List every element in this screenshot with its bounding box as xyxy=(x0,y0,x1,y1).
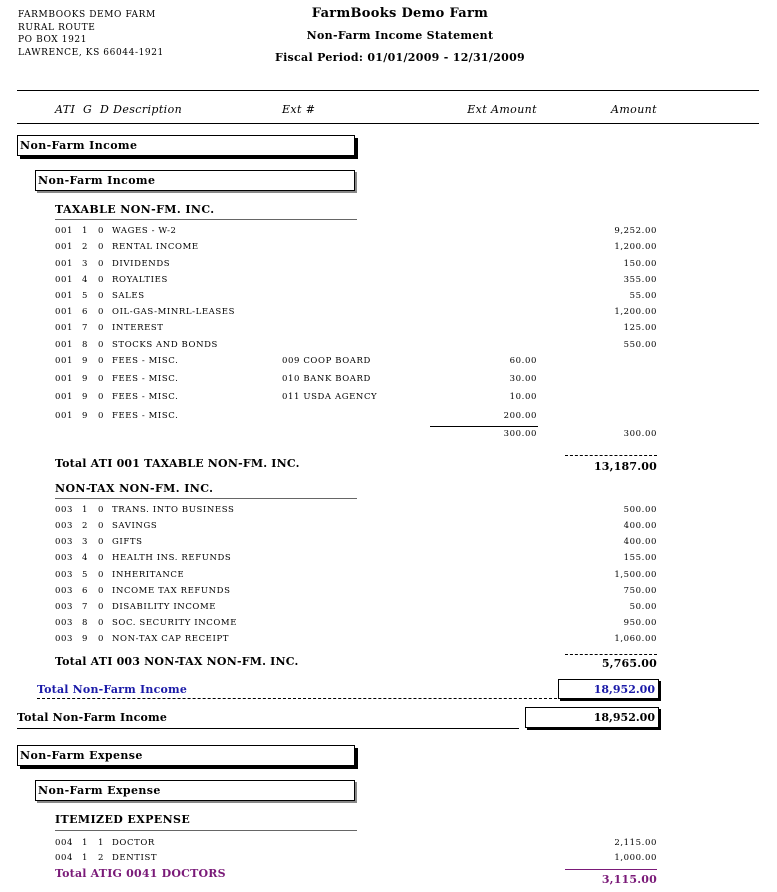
line-description: DISABILITY INCOME xyxy=(112,602,217,612)
farm-address xyxy=(18,9,164,59)
col-header-amount: Amount xyxy=(611,103,657,116)
g-code: 7 xyxy=(82,602,89,612)
g-code: 5 xyxy=(82,570,89,580)
d-code: 0 xyxy=(98,411,105,421)
fiscal-period: Fiscal Period: 01/01/2009 - 12/31/2009 xyxy=(274,51,526,64)
d-code: 0 xyxy=(98,602,105,612)
ati-code: 003 xyxy=(55,521,74,531)
g-code: 7 xyxy=(82,323,89,333)
line-item-row xyxy=(0,307,777,323)
grand-total-non-farm-income-label: Total Non-Farm Income xyxy=(17,711,168,724)
ati-code: 003 xyxy=(55,570,74,580)
grand-total-rule xyxy=(17,728,519,729)
d-code: 0 xyxy=(98,374,105,384)
d-code: 0 xyxy=(98,242,105,252)
ati-code: 003 xyxy=(55,553,74,563)
line-amount: 2,115.00 xyxy=(614,838,657,848)
line-description: NON-TAX CAP RECEIPT xyxy=(112,634,230,644)
line-description: OIL-GAS-MINRL-LEASES xyxy=(112,307,236,317)
g-code: 8 xyxy=(82,618,89,628)
d-code: 0 xyxy=(98,340,105,350)
g-code: 9 xyxy=(82,634,89,644)
group-underline xyxy=(55,219,357,220)
line-amount: 1,200.00 xyxy=(614,242,657,252)
g-code: 9 xyxy=(82,392,89,402)
line-amount: 550.00 xyxy=(623,340,657,350)
ati-code: 001 xyxy=(55,392,74,402)
ati-code: 001 xyxy=(55,275,74,285)
line-description: HEALTH INS. REFUNDS xyxy=(112,553,232,563)
line-amount: 1,500.00 xyxy=(614,570,657,580)
d-code: 2 xyxy=(98,853,105,863)
g-code: 6 xyxy=(82,586,89,596)
d-code: 1 xyxy=(98,838,105,848)
g-code: 9 xyxy=(82,356,89,366)
line-item-row xyxy=(0,323,777,339)
g-code: 5 xyxy=(82,291,89,301)
header-rule-top xyxy=(17,90,759,91)
line-description: ROYALTIES xyxy=(112,275,168,285)
g-code: 1 xyxy=(82,853,89,863)
ati-code: 001 xyxy=(55,291,74,301)
ati-code: 003 xyxy=(55,618,74,628)
report-subtitle: Non-Farm Income Statement xyxy=(306,29,494,42)
fees-ext-total: 300.00 xyxy=(503,429,537,439)
line-amount: 750.00 xyxy=(623,586,657,596)
g-code: 1 xyxy=(82,505,89,515)
line-description: WAGES - W-2 xyxy=(112,226,177,236)
col-header-ext-number: Ext # xyxy=(282,103,316,116)
col-header-description: ATI G D Description xyxy=(55,103,183,116)
address-line: RURAL ROUTE xyxy=(18,22,96,33)
ati-code: 003 xyxy=(55,586,74,596)
line-description: TRANS. INTO BUSINESS xyxy=(112,505,235,515)
line-amount: 400.00 xyxy=(623,537,657,547)
line-amount: 125.00 xyxy=(623,323,657,333)
line-item-row xyxy=(0,602,777,618)
ati-code: 003 xyxy=(55,602,74,612)
line-item-row xyxy=(0,586,777,602)
ati-code: 001 xyxy=(55,356,74,366)
d-code: 0 xyxy=(98,323,105,333)
line-item-row xyxy=(0,356,777,372)
group-itemized-label: ITEMIZED EXPENSE xyxy=(55,813,191,826)
d-code: 0 xyxy=(98,537,105,547)
d-code: 0 xyxy=(98,275,105,285)
g-code: 3 xyxy=(82,259,89,269)
g-code: 6 xyxy=(82,307,89,317)
g-code: 1 xyxy=(82,838,89,848)
line-item-row xyxy=(0,411,777,427)
d-code: 0 xyxy=(98,634,105,644)
ext-amount: 10.00 xyxy=(509,392,537,402)
d-code: 0 xyxy=(98,570,105,580)
ati-code: 001 xyxy=(55,242,74,252)
ati-code: 001 xyxy=(55,374,74,384)
line-amount: 400.00 xyxy=(623,521,657,531)
total-nontax-amount: 5,765.00 xyxy=(601,657,657,670)
g-code: 9 xyxy=(82,411,89,421)
line-item-row xyxy=(0,618,777,634)
line-description: SALES xyxy=(112,291,145,301)
line-amount: 50.00 xyxy=(629,602,657,612)
line-description: FEES - MISC. xyxy=(112,392,179,402)
line-description: RENTAL INCOME xyxy=(112,242,199,252)
total-doctors-amount: 3,115.00 xyxy=(601,873,657,886)
line-amount: 355.00 xyxy=(623,275,657,285)
line-description: DIVIDENDS xyxy=(112,259,171,269)
line-item-row xyxy=(0,838,777,854)
d-code: 0 xyxy=(98,307,105,317)
total-taxable-amount: 13,187.00 xyxy=(593,460,657,473)
d-code: 0 xyxy=(98,553,105,563)
d-code: 0 xyxy=(98,618,105,628)
total-nontax-label: Total ATI 003 NON-TAX NON-FM. INC. xyxy=(55,655,299,668)
line-amount: 150.00 xyxy=(623,259,657,269)
ext-amount: 30.00 xyxy=(509,374,537,384)
header-rule-bottom xyxy=(17,123,759,124)
address-line: LAWRENCE, KS 66044-1921 xyxy=(18,47,164,58)
g-code: 1 xyxy=(82,226,89,236)
line-item-row xyxy=(0,570,777,586)
line-item-row xyxy=(0,291,777,307)
line-description: FEES - MISC. xyxy=(112,356,179,366)
line-amount: 155.00 xyxy=(623,553,657,563)
ati-code: 004 xyxy=(55,838,74,848)
ati-code: 001 xyxy=(55,323,74,333)
subtotal-rule xyxy=(37,698,557,699)
section-non-farm-expense: Non-Farm Expense xyxy=(17,745,355,766)
ext-number: 009 COOP BOARD xyxy=(282,356,371,366)
line-description: DENTIST xyxy=(112,853,158,863)
subsection-non-farm-income: Non-Farm Income xyxy=(35,170,355,191)
ati-code: 003 xyxy=(55,505,74,515)
g-code: 3 xyxy=(82,537,89,547)
group-underline xyxy=(55,498,357,499)
line-item-row xyxy=(0,275,777,291)
g-code: 8 xyxy=(82,340,89,350)
d-code: 0 xyxy=(98,392,105,402)
line-item-row xyxy=(0,242,777,258)
line-description: INTEREST xyxy=(112,323,164,333)
line-item-row xyxy=(0,259,777,275)
ati-code: 001 xyxy=(55,340,74,350)
line-description: FEES - MISC. xyxy=(112,374,179,384)
ext-amount: 200.00 xyxy=(503,411,537,421)
line-item-row xyxy=(0,374,777,390)
line-item-row xyxy=(0,340,777,356)
line-item-row xyxy=(0,537,777,553)
group-taxable-label: TAXABLE NON-FM. INC. xyxy=(55,203,215,216)
line-item-row xyxy=(0,392,777,408)
total-rule-taxable xyxy=(565,455,657,456)
line-item-row xyxy=(0,634,777,650)
grand-total-non-farm-income-amount: 18,952.00 xyxy=(525,707,659,728)
ati-code: 003 xyxy=(55,537,74,547)
address-line: FARMBOOKS DEMO FARM xyxy=(18,10,156,20)
ati-code: 001 xyxy=(55,307,74,317)
line-item-row xyxy=(0,553,777,569)
line-amount: 1,200.00 xyxy=(614,307,657,317)
line-amount: 950.00 xyxy=(623,618,657,628)
total-taxable-label: Total ATI 001 TAXABLE NON-FM. INC. xyxy=(55,457,300,470)
line-description: SAVINGS xyxy=(112,521,158,531)
address-line: PO BOX 1921 xyxy=(18,35,88,45)
subtotal-non-farm-income-amount: 18,952.00 xyxy=(558,679,659,699)
line-description: FEES - MISC. xyxy=(112,411,179,421)
line-amount: 55.00 xyxy=(629,291,657,301)
line-amount: 1,060.00 xyxy=(614,634,657,644)
d-code: 0 xyxy=(98,259,105,269)
line-item-row xyxy=(0,521,777,537)
line-description: STOCKS AND BONDS xyxy=(112,340,218,350)
ext-number: 010 BANK BOARD xyxy=(282,374,371,384)
total-doctors-rule xyxy=(565,869,657,870)
fees-amount: 300.00 xyxy=(623,429,657,439)
group-underline xyxy=(55,830,357,831)
ati-code: 001 xyxy=(55,226,74,236)
g-code: 2 xyxy=(82,521,89,531)
group-nontax-label: NON-TAX NON-FM. INC. xyxy=(55,482,214,495)
d-code: 0 xyxy=(98,291,105,301)
d-code: 0 xyxy=(98,586,105,596)
line-amount: 9,252.00 xyxy=(614,226,657,236)
total-doctors-label: Total ATIG 0041 DOCTORS xyxy=(55,867,226,880)
total-rule-nontax xyxy=(565,654,657,655)
line-item-row xyxy=(0,226,777,242)
ext-subtotal-rule xyxy=(430,426,538,427)
g-code: 4 xyxy=(82,553,89,563)
g-code: 2 xyxy=(82,242,89,252)
ati-code: 001 xyxy=(55,259,74,269)
subsection-non-farm-expense: Non-Farm Expense xyxy=(35,780,355,801)
line-amount: 1,000.00 xyxy=(614,853,657,863)
ati-code: 003 xyxy=(55,634,74,644)
g-code: 4 xyxy=(82,275,89,285)
d-code: 0 xyxy=(98,505,105,515)
line-description: INHERITANCE xyxy=(112,570,185,580)
d-code: 0 xyxy=(98,226,105,236)
line-description: SOC. SECURITY INCOME xyxy=(112,618,238,628)
report-title: FarmBooks Demo Farm xyxy=(311,6,489,21)
col-header-ext-amount: Ext Amount xyxy=(467,103,537,116)
ati-code: 001 xyxy=(55,411,74,421)
ext-amount: 60.00 xyxy=(509,356,537,366)
line-description: INCOME TAX REFUNDS xyxy=(112,586,231,596)
line-item-row xyxy=(0,505,777,521)
subtotal-non-farm-income-label: Total Non-Farm Income xyxy=(37,683,188,696)
line-description: GIFTS xyxy=(112,537,143,547)
ext-number: 011 USDA AGENCY xyxy=(282,392,378,402)
g-code: 9 xyxy=(82,374,89,384)
section-non-farm-income: Non-Farm Income xyxy=(17,135,355,156)
d-code: 0 xyxy=(98,356,105,366)
line-description: DOCTOR xyxy=(112,838,155,848)
ati-code: 004 xyxy=(55,853,74,863)
d-code: 0 xyxy=(98,521,105,531)
line-amount: 500.00 xyxy=(623,505,657,515)
